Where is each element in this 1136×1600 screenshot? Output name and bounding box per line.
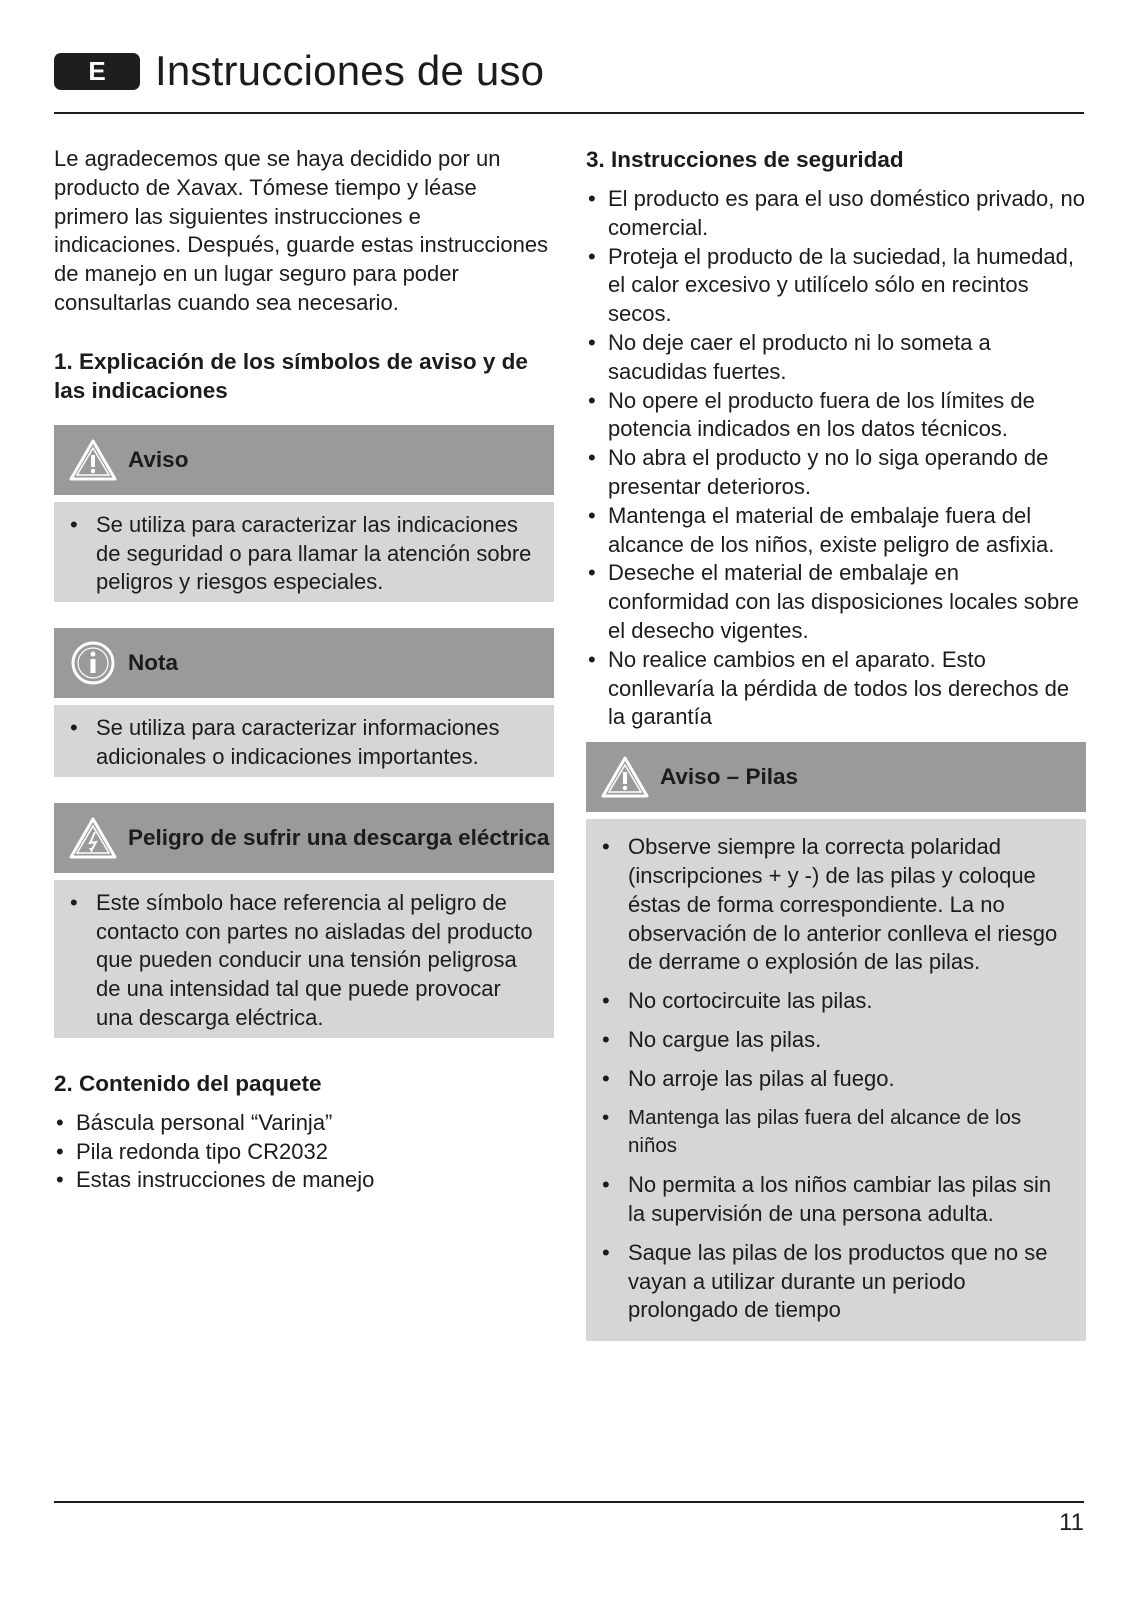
notice-header-electric [54, 803, 554, 873]
list-item: • Mantenga el material de embalaje fuera del alcance de los niños, existe peligro de asfixia. [586, 502, 1086, 560]
notice-box-battery-warning [586, 742, 1086, 1341]
left-column [54, 145, 554, 1195]
section2-heading: 2. Contenido del paquete [54, 1070, 322, 1096]
list-item: • No opere el producto fuera de los límites de potencia indicados en los datos técnicos. [586, 387, 1086, 445]
package-contents-list [54, 1109, 554, 1195]
list-item: • No realice cambios en el aparato. Esto conllevaría la pérdida de todos los derechos de la garantía [586, 646, 1086, 732]
list-item: • No arroje las pilas al fuego. [628, 1065, 1066, 1094]
page-title: Instrucciones de uso [155, 47, 545, 94]
warning-triangle-icon [600, 754, 650, 800]
notice-text: • Se utiliza para caracterizar las indicaciones de seguridad o para llamar la atención sobre peligros y riesgos especiales. [96, 511, 534, 597]
list-item: • Pila redonda tipo CR2032 [54, 1138, 554, 1167]
notice-header-warning [54, 425, 554, 495]
notice-box-warning [54, 425, 554, 602]
notice-body-note [54, 705, 554, 777]
list-item: • Mantenga las pilas fuera del alcance de los niños [628, 1104, 1066, 1162]
notice-title: Aviso [128, 446, 189, 472]
list-item: • No cortocircuite las pilas. [628, 987, 1066, 1016]
list-item: • No cargue las pilas. [628, 1026, 1066, 1055]
right-column [586, 145, 1086, 1341]
footer-rule [54, 1501, 1084, 1503]
warning-triangle-icon [68, 437, 118, 483]
list-item: • El producto es para el uso doméstico privado, no comercial. [586, 185, 1086, 243]
language-badge: E [54, 53, 140, 90]
intro-paragraph: Le agradecemos que se haya decidido por un producto de Xavax. Tómese tiempo y léase primero las siguientes instrucciones e indicaciones. Después, guarde estas instrucciones de manejo en un lugar seguro para poder consultarlas cuando sea necesario. [54, 146, 549, 315]
list-item: • No deje caer el producto ni lo someta a sacudidas fuertes. [586, 329, 1086, 387]
notice-body-warning [54, 502, 554, 602]
list-item: • No permita a los niños cambiar las pilas sin la supervisión de una persona adulta. [628, 1171, 1066, 1229]
info-circle-icon [68, 640, 118, 686]
notice-title: Peligro de sufrir una descarga eléctrica [128, 824, 550, 850]
section3-heading: 3. Instrucciones de seguridad [586, 147, 904, 172]
notice-body-battery [586, 819, 1086, 1341]
section1-heading: 1. Explicación de los símbolos de aviso y de las indicaciones [54, 348, 528, 403]
notice-header-battery [586, 742, 1086, 812]
list-item: • No abra el producto y no lo siga operando de presentar deterioros. [586, 444, 1086, 502]
list-item: • Proteja el producto de la suciedad, la humedad, el calor excesivo y utilícelo sólo en recintos secos. [586, 243, 1086, 329]
list-item: • Estas instrucciones de manejo [54, 1166, 554, 1195]
notice-title: Aviso – Pilas [660, 764, 798, 790]
notice-body-electric [54, 880, 554, 1038]
list-item: • Observe siempre la correcta polaridad (inscripciones + y -) de las pilas y coloque éstas de forma correspondiente. La no observación de lo anterior conlleva el riesgo de derrame o explosión de las pilas. [628, 833, 1066, 977]
notice-box-note [54, 628, 554, 777]
notice-header-note [54, 628, 554, 698]
list-item: • Deseche el material de embalaje en conformidad con las disposiciones locales sobre el desecho vigentes. [586, 559, 1086, 645]
page-number: 11 [1059, 1509, 1084, 1536]
notice-text: • Este símbolo hace referencia al peligro de contacto con partes no aisladas del producto que pueden conducir una tensión peligrosa de una intensidad tal que puede provocar una descarga eléctrica. [96, 889, 534, 1033]
safety-list [586, 185, 1086, 732]
list-item: • Báscula personal “Varinja” [54, 1109, 554, 1138]
notice-title: Nota [128, 650, 178, 676]
electric-shock-triangle-icon [68, 815, 118, 861]
notice-text: • Se utiliza para caracterizar informaciones adicionales o indicaciones importantes. [96, 714, 534, 772]
notice-box-electric [54, 803, 554, 1038]
header-rule [54, 112, 1084, 114]
list-item: • Saque las pilas de los productos que no se vayan a utilizar durante un periodo prolongado de tiempo [628, 1239, 1066, 1325]
